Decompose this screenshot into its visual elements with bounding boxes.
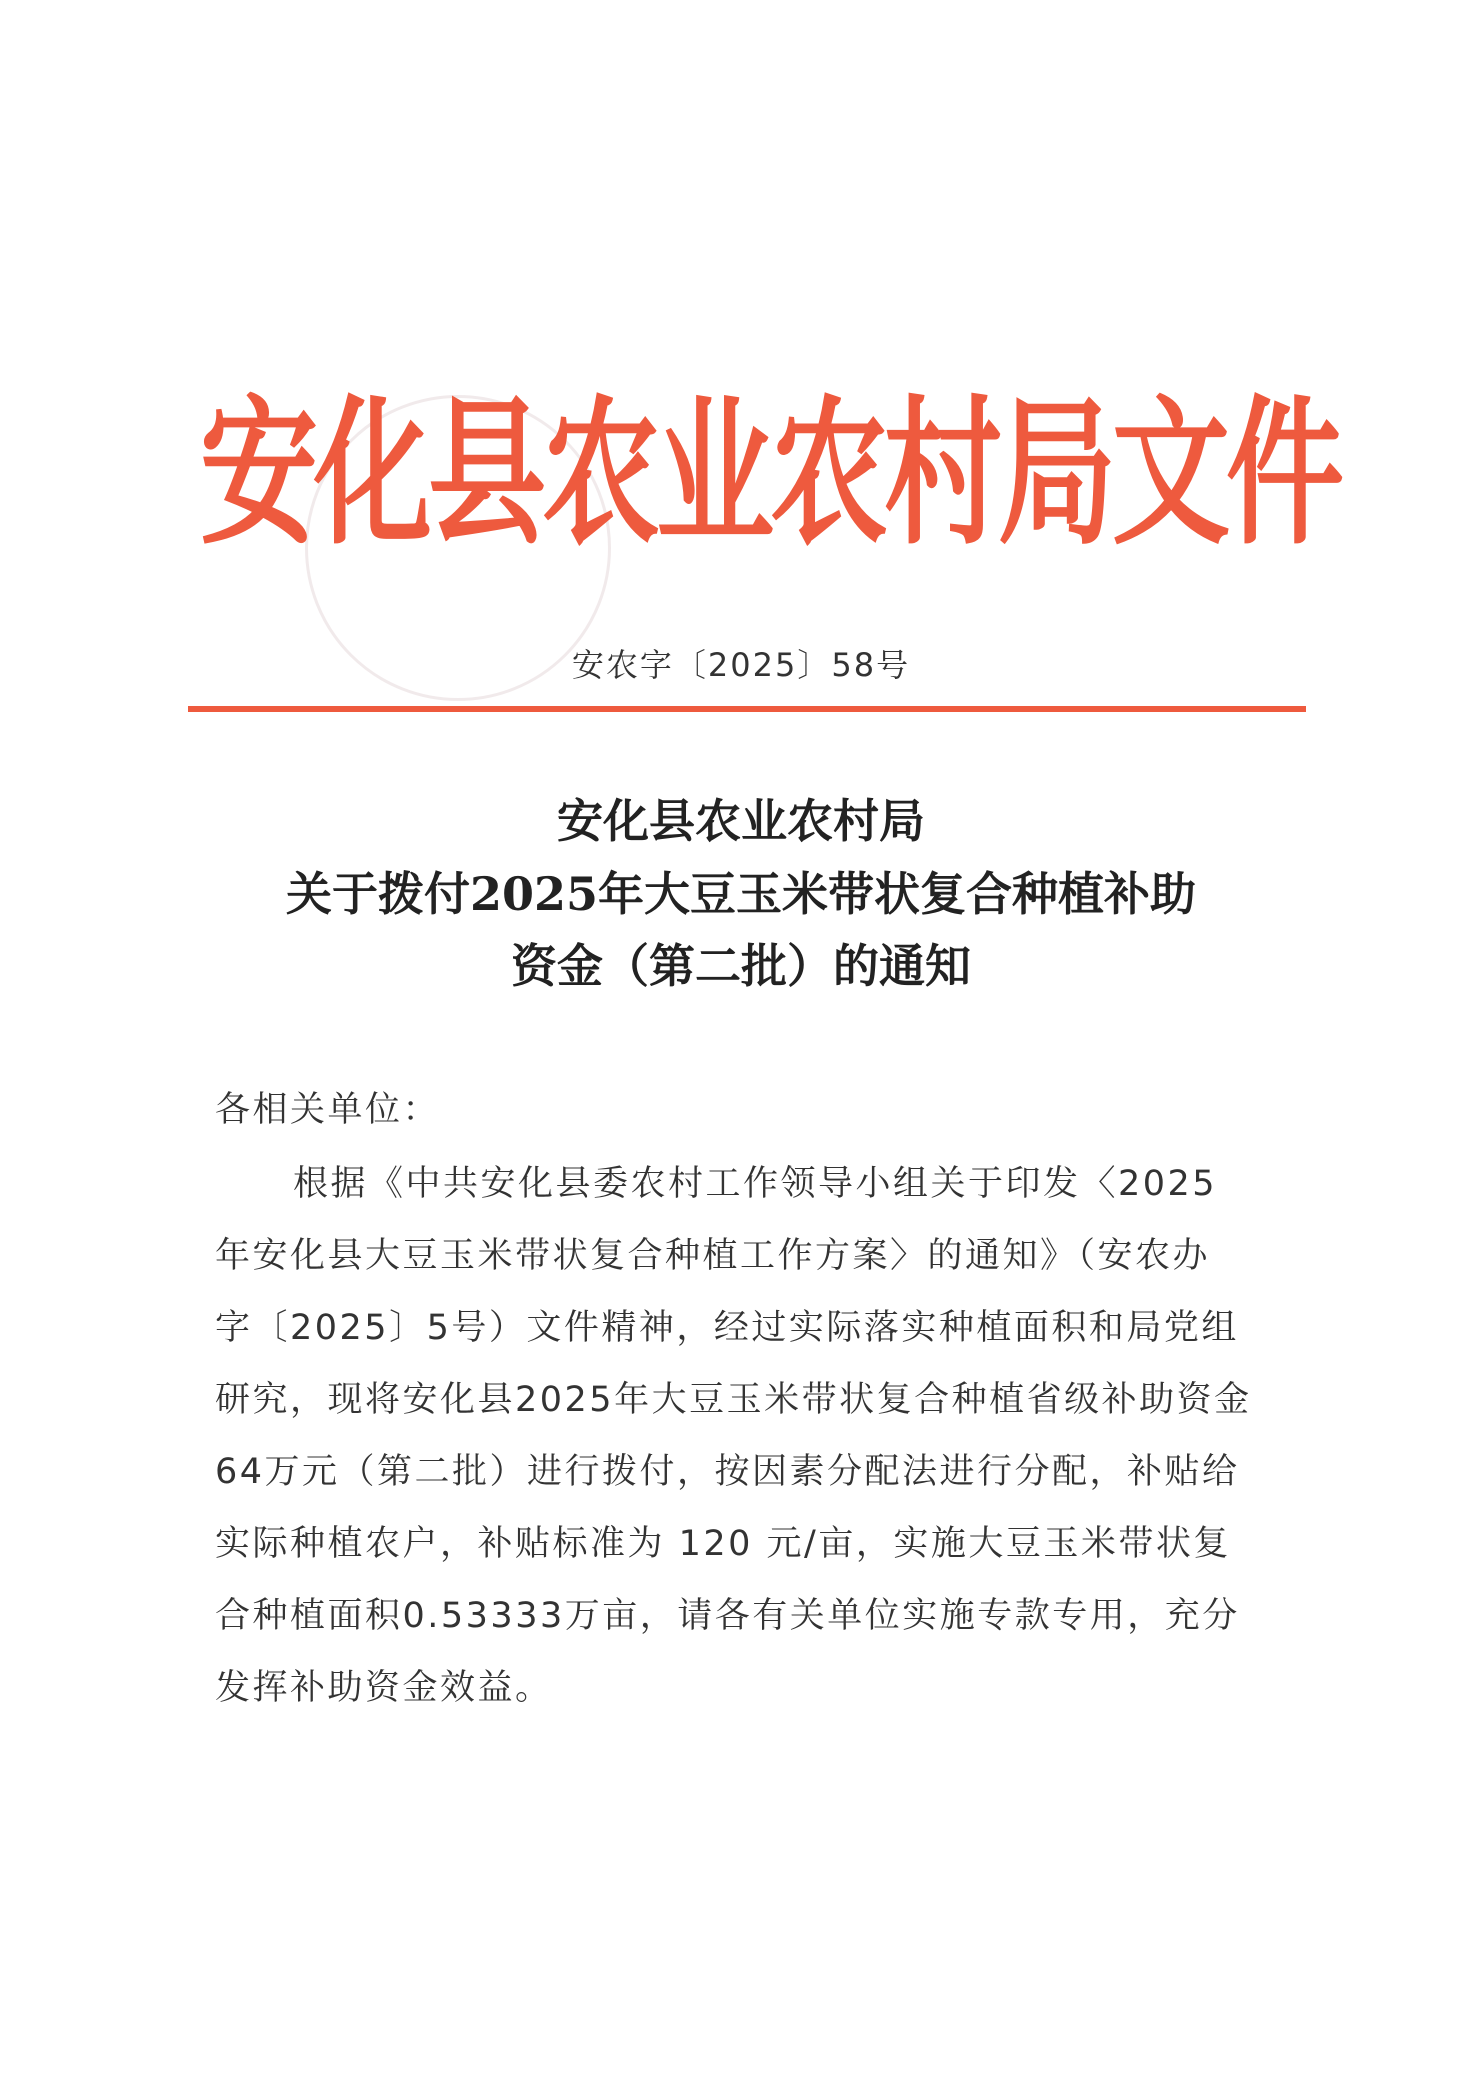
body-line: 年安化县大豆玉米带状复合种植工作方案〉的通知》（安农办	[215, 1236, 1211, 1276]
salutation: 各相关单位：	[215, 1090, 441, 1130]
body-line: 合种植面积0.53333万亩，请各有关单位实施专款专用，充分	[215, 1596, 1240, 1636]
notice-title-line-3: 资金（第二批）的通知	[511, 939, 971, 993]
red-divider-line	[188, 706, 1306, 712]
document-number: 安农字〔2025〕58号	[571, 646, 911, 684]
notice-title-line-1: 安化县农业农村局	[557, 794, 925, 848]
body-line: 实际种植农户，补贴标准为 120 元/亩，实施大豆玉米带状复	[215, 1524, 1231, 1564]
notice-title-line-2: 关于拨付2025年大豆玉米带状复合种植补助	[285, 867, 1197, 921]
agency-header-title: 安化县农业农村局文件	[200, 378, 1341, 567]
body-line: 64万元（第二批）进行拨付，按因素分配法进行分配，补贴给	[215, 1452, 1240, 1492]
body-line: 根据《中共安化县委农村工作领导小组关于印发〈2025	[293, 1164, 1218, 1204]
body-line: 研究，现将安化县2025年大豆玉米带状复合种植省级补助资金	[215, 1380, 1252, 1420]
body-line: 发挥补助资金效益。	[215, 1668, 553, 1708]
body-line: 字〔2025〕5号）文件精神，经过实际落实种植面积和局党组	[215, 1308, 1239, 1348]
